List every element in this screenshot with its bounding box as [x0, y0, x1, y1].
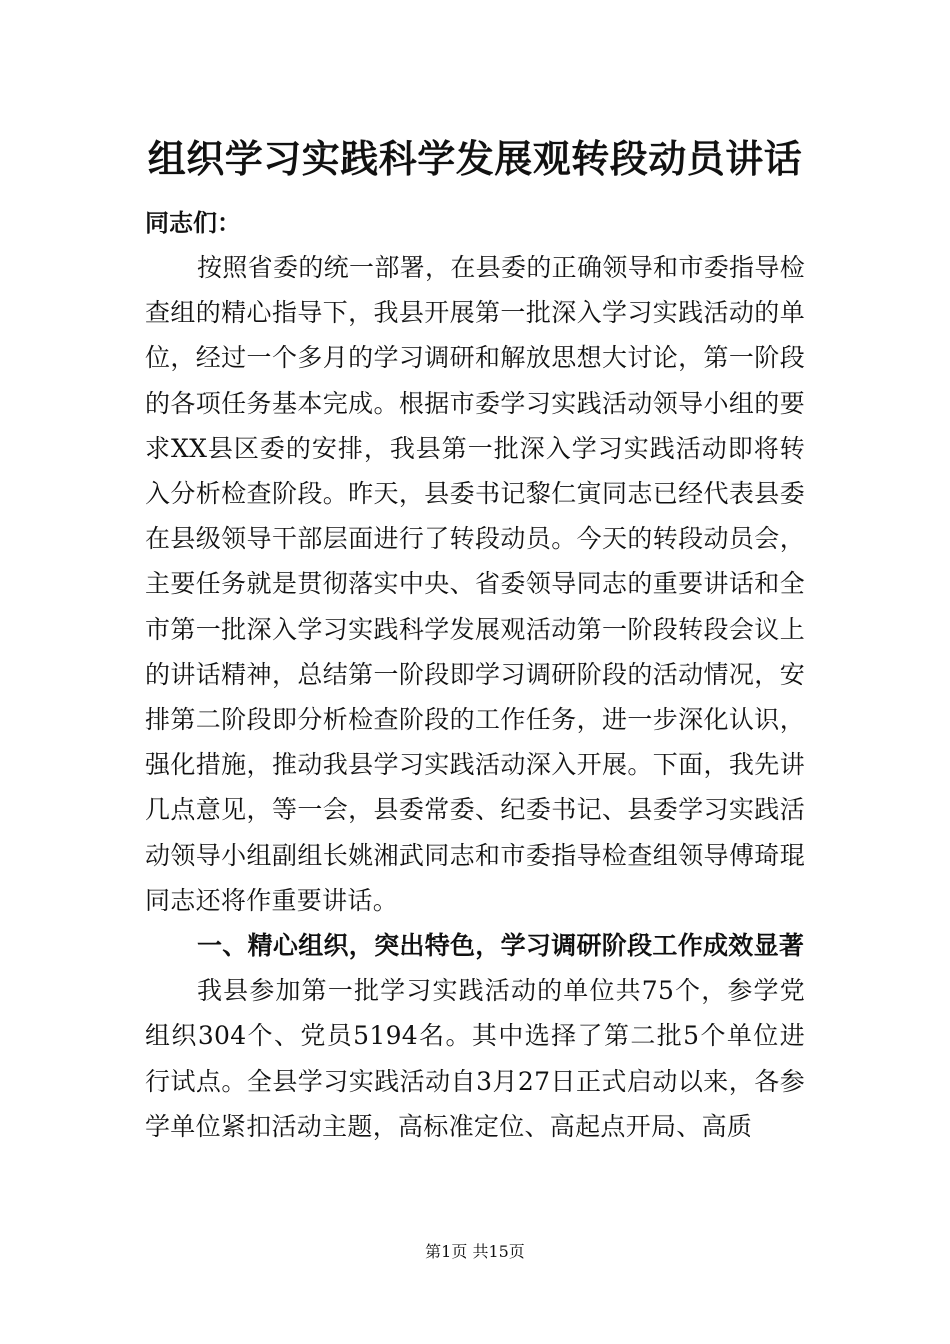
document-body: [145, 200, 805, 1149]
salutation: 同志们：: [145, 208, 241, 237]
document-title: 组织学习实践科学发展观转段动员讲话: [147, 136, 803, 181]
body-paragraph: 按照省委的统一部署，在县委的正确领导和市委指导检查组的精心指导下，我县开展第一批深入学习实践活动的单位，经过一个多月的学习调研和解放思想大讨论，第一阶段的各项任务基本完成。根据市委学习实践活动领导小组的要求XX县区委的安排，我县第一批深入学习实践活动即将转入分析检查阶段。昨天，县委书记黎仁寅同志已经代表县委在县级领导干部层面进行了转段动员。今天的转段动员会，主要任务就是贯彻落实中央、省委领导同志的重要讲话和全市第一批深入学习实践科学发展观活动第一阶段转段会议上的讲话精神，总结第一阶段即学习调研阶段的活动情况，安排第二阶段即分析检查阶段的工作任务，进一步深化认识，强化措施，推动我县学习实践活动深入开展。下面，我先讲几点意见，等一会，县委常委、纪委书记、县委学习实践活动领导小组副组长姚湘武同志和市委指导检查组领导傅琦琨同志还将作重要讲话。: [145, 253, 805, 915]
page-number-footer: 第1页 共15页: [425, 1242, 525, 1261]
section-paragraph: 我县参加第一批学习实践活动的单位共75个，参学党组织304个、党员5194名。其中选择了第二批5个单位进行试点。全县学习实践活动自3月27日正式启动以来，各参学单位紧扣活动主题，高标准定位、高起点开局、高质: [145, 976, 805, 1141]
section-heading: 一、精心组织，突出特色，学习调研阶段工作成效显著: [197, 931, 805, 961]
